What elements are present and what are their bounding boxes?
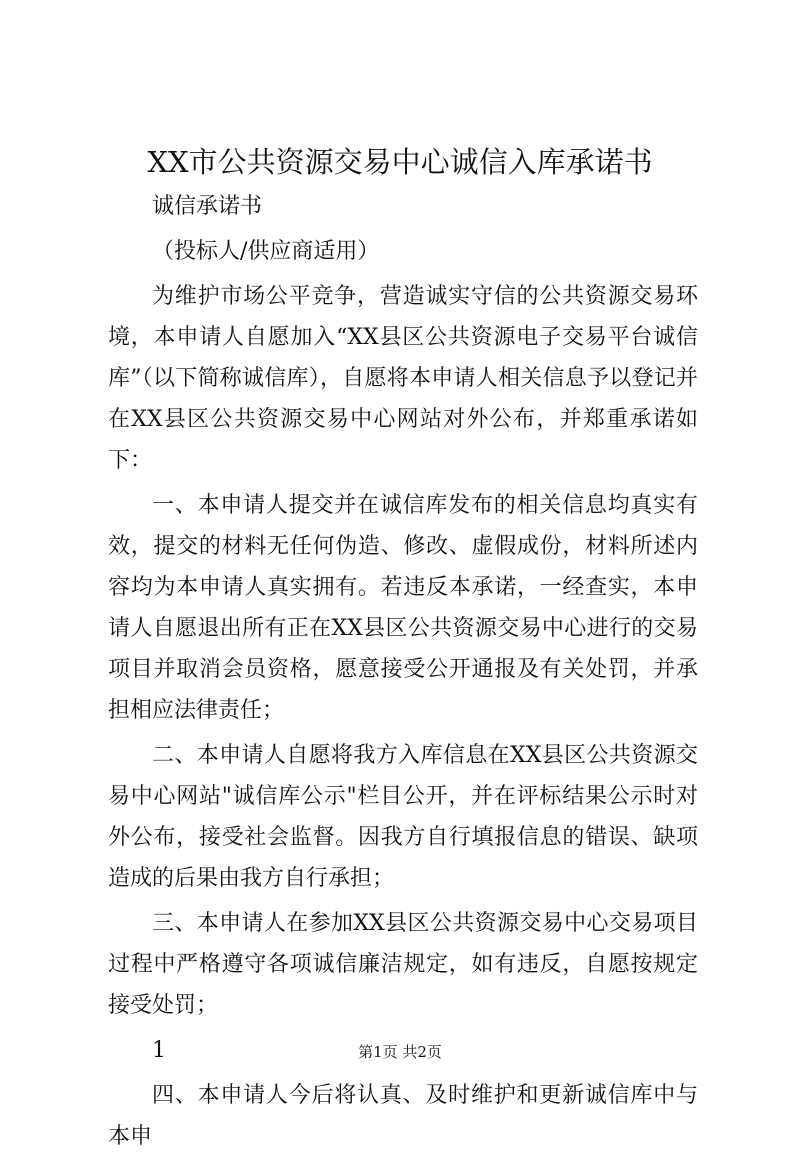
paragraph-heading: 诚信承诺书 xyxy=(152,194,263,219)
document-title: XX市公共资源交易中心诚信入库承诺书 xyxy=(147,145,653,179)
paragraph-clause-4: 四、本申请人今后将认真、及时维护和更新诚信库中与本申 xyxy=(108,1083,698,1149)
page-footer: 第1页 共2页 xyxy=(358,1043,442,1061)
paragraph-clause-2: 二、本申请人自愿将我方入库信息在XX县区公共资源交易中心网站"诚信库公示"栏目公开，并在评标结果公示时对外公布，接受社会监督。因我方自行填报信息的错误、缺项造成的后果由我方自行承担； xyxy=(108,743,698,891)
paragraph-intro: 为维护市场公平竞争，营造诚实守信的公共资源交易环境，本申请人自愿加入“XX县区公共资源电子交易平台诚信库”（以下简称诚信库），自愿将本申请人相关信息予以登记并在XX县区公共资源交易中心网站对外公布，并郑重承诺如下： xyxy=(108,284,698,473)
document-body xyxy=(108,186,698,1161)
paragraph-clause-3: 三、本申请人在参加XX县区公共资源交易中心交易项目过程中严格遵守各项诚信廉洁规定，如有违反，自愿按规定接受处罚； xyxy=(108,911,698,1018)
paragraph-applicability: （投标人/供应商适用） xyxy=(152,239,380,264)
page-number-inline: 1 xyxy=(152,1038,166,1063)
paragraph-clause-1: 一、本申请人提交并在诚信库发布的相关信息均真实有效，提交的材料无任何伪造、修改、虚假成份，材料所述内容均为本申请人真实拥有。若违反本承诺，一经查实，本申请人自愿退出所有正在XX县区公共资源交易中心进行的交易项目并取消会员资格，愿意接受公开通报及有关处罚，并承担相应法律责任； xyxy=(108,493,698,723)
